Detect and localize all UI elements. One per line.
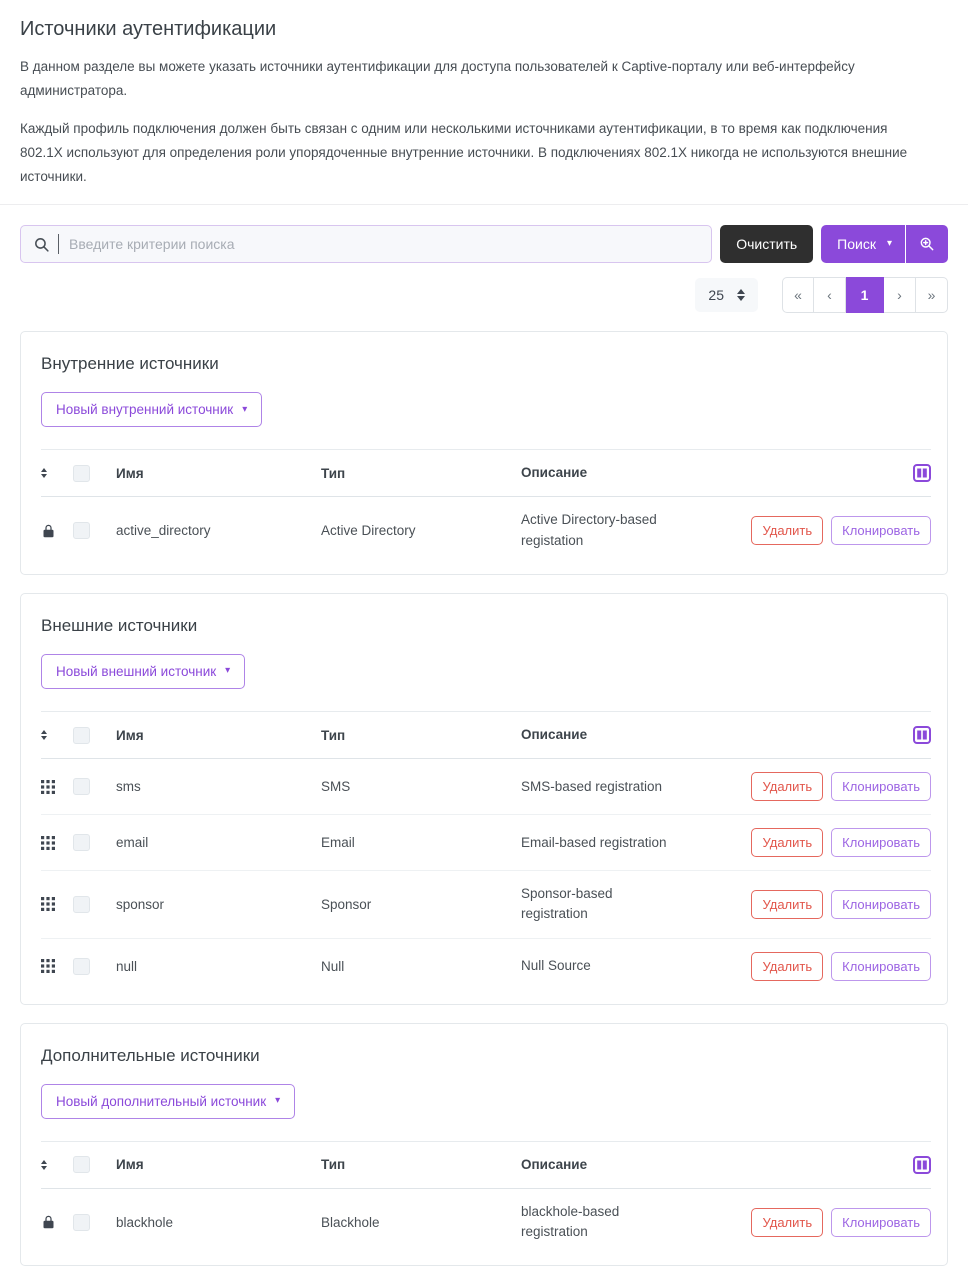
text-cursor	[58, 234, 59, 254]
table-header-row	[41, 1142, 931, 1189]
delete-button[interactable]: Удалить	[751, 828, 823, 857]
new-internal-source-label: Новый внутренний источник	[56, 402, 234, 418]
source-type: Blackhole	[321, 1214, 380, 1230]
divider	[0, 204, 968, 205]
chevron-down-icon: ▾	[886, 238, 892, 250]
row-checkbox[interactable]	[73, 834, 90, 851]
row-checkbox[interactable]	[73, 896, 90, 913]
column-header-description[interactable]: Описание	[521, 465, 588, 481]
section-title: Дополнительные источники	[41, 1045, 260, 1065]
source-name: sms	[116, 779, 141, 795]
section-title: Внутренние источники	[41, 354, 219, 374]
source-description: Active Directory-based registation	[521, 512, 657, 548]
per-page-value: 25	[708, 287, 724, 304]
section-external-sources	[20, 593, 948, 1005]
grip-icon[interactable]	[41, 959, 73, 973]
page-header	[0, 0, 968, 188]
new-additional-source-label: Новый дополнительный источник	[56, 1093, 267, 1109]
chevron-down-icon: ▾	[225, 665, 231, 677]
clone-button[interactable]: Клонировать	[831, 1208, 931, 1237]
section-title: Внешние источники	[41, 615, 198, 635]
source-name: null	[116, 958, 138, 974]
source-name: active_directory	[116, 523, 211, 539]
new-additional-source-button[interactable]	[41, 1084, 295, 1119]
clone-button[interactable]: Клонировать	[831, 772, 931, 801]
search-button-group	[821, 225, 948, 263]
source-type: Sponsor	[321, 896, 372, 912]
sort-icon[interactable]	[41, 468, 73, 478]
per-page-select[interactable]	[695, 278, 758, 312]
row-checkbox[interactable]	[73, 522, 90, 539]
row-checkbox[interactable]	[73, 958, 90, 975]
grip-icon[interactable]	[41, 836, 73, 850]
grip-icon[interactable]	[41, 897, 73, 911]
page-first-button[interactable]: «	[782, 277, 814, 313]
sort-icon[interactable]	[41, 730, 73, 740]
table-row	[41, 871, 931, 939]
column-header-description[interactable]: Описание	[521, 1156, 588, 1172]
sort-icon[interactable]	[41, 1160, 73, 1170]
clone-button[interactable]: Клонировать	[831, 890, 931, 919]
section-internal-sources	[20, 331, 948, 575]
source-type: Active Directory	[321, 523, 416, 539]
source-description: Null Source	[521, 958, 591, 973]
delete-button[interactable]: Удалить	[751, 1208, 823, 1237]
table-row	[41, 497, 931, 564]
delete-button[interactable]: Удалить	[751, 772, 823, 801]
column-header-name[interactable]: Имя	[116, 727, 144, 743]
internal-sources-table	[41, 449, 931, 564]
advanced-search-button[interactable]	[906, 225, 948, 263]
select-all-checkbox[interactable]	[73, 465, 90, 482]
search-button[interactable]	[821, 225, 905, 263]
additional-sources-table	[41, 1141, 931, 1256]
search-input[interactable]	[67, 235, 699, 253]
columns-icon[interactable]	[913, 1156, 931, 1174]
table-row	[41, 759, 931, 815]
columns-icon[interactable]	[913, 726, 931, 744]
new-internal-source-button[interactable]	[41, 392, 262, 427]
chevron-down-icon: ▾	[242, 403, 248, 415]
clear-button[interactable]: Очистить	[720, 225, 813, 263]
page-next-button[interactable]: ›	[884, 277, 916, 313]
pagination-row	[20, 277, 948, 313]
stepper-icon	[737, 289, 745, 301]
source-description: Sponsor-based registration	[521, 886, 613, 922]
search-icon	[33, 236, 50, 253]
search-bar	[20, 225, 948, 263]
delete-button[interactable]: Удалить	[751, 516, 823, 545]
select-all-checkbox[interactable]	[73, 1156, 90, 1173]
table-header-row	[41, 450, 931, 497]
source-description: blackhole-based registration	[521, 1203, 620, 1240]
table-row	[41, 1189, 931, 1256]
source-description: SMS-based registration	[521, 778, 663, 794]
source-name: sponsor	[116, 896, 165, 912]
source-type: SMS	[321, 779, 351, 795]
page-last-button[interactable]: »	[916, 277, 948, 313]
new-external-source-button[interactable]	[41, 654, 245, 689]
search-button-label: Поиск	[837, 236, 876, 253]
chevron-down-icon: ▾	[275, 1095, 281, 1107]
search-input-container[interactable]	[20, 225, 712, 263]
columns-icon[interactable]	[913, 464, 931, 482]
column-header-type[interactable]: Тип	[321, 727, 346, 743]
source-type: Email	[321, 835, 355, 851]
row-checkbox[interactable]	[73, 778, 90, 795]
page-1-button[interactable]: 1	[846, 277, 884, 313]
pager	[782, 277, 948, 313]
table-row	[41, 815, 931, 871]
grip-icon[interactable]	[41, 780, 73, 794]
table-row	[41, 939, 931, 994]
column-header-type[interactable]: Тип	[321, 465, 346, 481]
intro-paragraph-1: В данном разделе вы можете указать источники аутентификации для доступа пользователей к Captive-порталу или веб-интерфейсу администратора.	[20, 59, 855, 98]
page-prev-button[interactable]: ‹	[814, 277, 846, 313]
external-sources-table	[41, 711, 931, 994]
intro-paragraph-2: Каждый профиль подключения должен быть связан с одним или несколькими источниками аутентификации, в то время как подключения 802.1X используют для определения роли упорядоченные внутренние источники. В подключениях 802.1X никогда не используются внешние источники.	[20, 121, 908, 184]
row-checkbox[interactable]	[73, 1214, 90, 1231]
page-title: Источники аутентификации	[20, 18, 277, 40]
select-all-checkbox[interactable]	[73, 727, 90, 744]
clone-button[interactable]: Клонировать	[831, 516, 931, 545]
column-header-name[interactable]: Имя	[116, 1157, 144, 1173]
zoom-in-icon	[919, 236, 935, 252]
table-header-row	[41, 712, 931, 759]
delete-button[interactable]: Удалить	[751, 890, 823, 919]
source-name: blackhole	[116, 1214, 174, 1230]
section-additional-sources	[20, 1023, 948, 1266]
source-description: Email-based registration	[521, 834, 667, 850]
clone-button[interactable]: Клонировать	[831, 952, 931, 981]
clone-button[interactable]: Клонировать	[831, 828, 931, 857]
source-type: Null	[321, 958, 345, 974]
new-external-source-label: Новый внешний источник	[56, 663, 217, 679]
source-name: email	[116, 835, 149, 851]
column-header-name[interactable]: Имя	[116, 465, 144, 481]
lock-icon	[41, 1214, 73, 1230]
column-header-description[interactable]: Описание	[521, 726, 588, 742]
column-header-type[interactable]: Тип	[321, 1157, 346, 1173]
lock-icon	[41, 523, 73, 539]
delete-button[interactable]: Удалить	[751, 952, 823, 981]
